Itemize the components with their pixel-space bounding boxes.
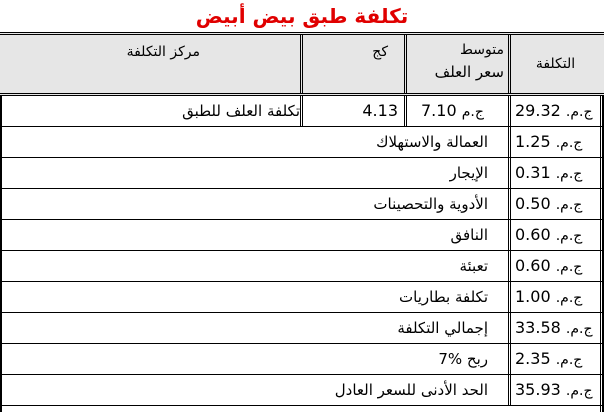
row-label-text: العمالة والاستهلاك <box>376 133 488 151</box>
kg-value: 4.13 <box>362 101 398 120</box>
cost-value: 33.58 <box>515 318 561 337</box>
row-label-text: تعبئة <box>459 257 488 275</box>
header-kg[interactable] <box>300 35 404 93</box>
cost-value: 1.00 <box>515 287 551 306</box>
currency-label: ج.م. <box>555 352 583 368</box>
row-label <box>450 220 488 250</box>
cost-value: 0.50 <box>515 194 551 213</box>
currency-label: ج.م. <box>565 383 593 399</box>
cost-cell[interactable] <box>508 96 600 126</box>
cost-value: 2.35 <box>515 349 551 368</box>
header-avg-feed-price-line1: متوسط <box>460 42 504 58</box>
row-label <box>399 282 488 312</box>
cost-cell[interactable] <box>508 344 600 374</box>
cost-cell[interactable] <box>508 251 600 281</box>
header-cost[interactable] <box>508 35 600 93</box>
currency-label: ج.م. <box>565 321 593 337</box>
row-label-text: الأدوية والتحصينات <box>373 195 488 213</box>
row-label-text: إجمالي التكلفة <box>397 319 488 337</box>
row-label <box>397 313 488 343</box>
row-label <box>182 96 300 126</box>
table-row[interactable] <box>0 127 604 158</box>
currency-label: ج.م. <box>555 228 583 244</box>
table-row[interactable] <box>0 344 604 375</box>
cost-cell[interactable] <box>508 220 600 250</box>
currency-label: ج.م. <box>555 166 583 182</box>
cost-value: 29.32 <box>515 101 561 120</box>
cost-cell[interactable] <box>508 282 600 312</box>
row-label-text: تكلفة بطاريات <box>399 288 488 306</box>
header-avg-feed-price[interactable] <box>404 35 508 93</box>
table-row[interactable] <box>0 251 604 282</box>
row-label-text: الحد الأدنى للسعر العادل <box>334 381 488 399</box>
cost-cell[interactable] <box>508 189 600 219</box>
table-row[interactable] <box>0 220 604 251</box>
currency-label: ج.م. <box>565 104 593 120</box>
currency-label: ج.م. <box>555 197 583 213</box>
table-row[interactable] <box>0 96 604 127</box>
row-label-text: النافق <box>450 226 488 244</box>
row-label <box>376 127 488 157</box>
row-label <box>459 251 488 281</box>
header-cost-center-label: مركز التكلفة <box>126 44 200 60</box>
table-row[interactable] <box>0 375 604 406</box>
currency-label: ج.م. <box>555 259 583 275</box>
row-label <box>450 158 488 188</box>
table-row[interactable] <box>0 313 604 344</box>
cost-value: 1.25 <box>515 132 551 151</box>
feed-price-cell[interactable] <box>404 96 508 126</box>
cost-table <box>0 32 604 412</box>
sheet-title: تكلفة طبق بيض أبيض <box>195 4 409 28</box>
header-cost-center[interactable] <box>2 35 300 93</box>
row-label <box>335 375 488 405</box>
cost-cell[interactable] <box>508 375 600 405</box>
row-label-text: الإيجار <box>449 164 488 182</box>
cost-value: 0.60 <box>515 256 551 275</box>
currency-label: ج.م. <box>555 290 583 306</box>
cost-value: 0.60 <box>515 225 551 244</box>
cost-cell[interactable] <box>508 127 600 157</box>
cost-value: 0.31 <box>515 163 551 182</box>
header-cost-label: التكلفة <box>535 56 576 72</box>
row-label-text: ربح %7 <box>438 350 488 368</box>
cost-value: 35.93 <box>515 380 561 399</box>
table-row[interactable] <box>0 189 604 220</box>
row-label <box>373 189 488 219</box>
kg-cell[interactable] <box>300 96 404 126</box>
row-label <box>438 344 488 374</box>
cost-cell[interactable] <box>508 158 600 188</box>
feed-price-currency: ج.م <box>461 104 484 120</box>
table-header <box>0 32 604 96</box>
table-row[interactable] <box>0 158 604 189</box>
header-kg-label: كج <box>372 44 388 60</box>
header-avg-feed-price-line2: سعر العلف <box>434 63 504 81</box>
table-row[interactable] <box>0 282 604 313</box>
cost-cell[interactable] <box>508 313 600 343</box>
currency-label: ج.م. <box>555 135 583 151</box>
feed-price-value: 7.10 <box>421 101 457 120</box>
row-label-text: تكلفة العلف للطبق <box>182 102 300 120</box>
